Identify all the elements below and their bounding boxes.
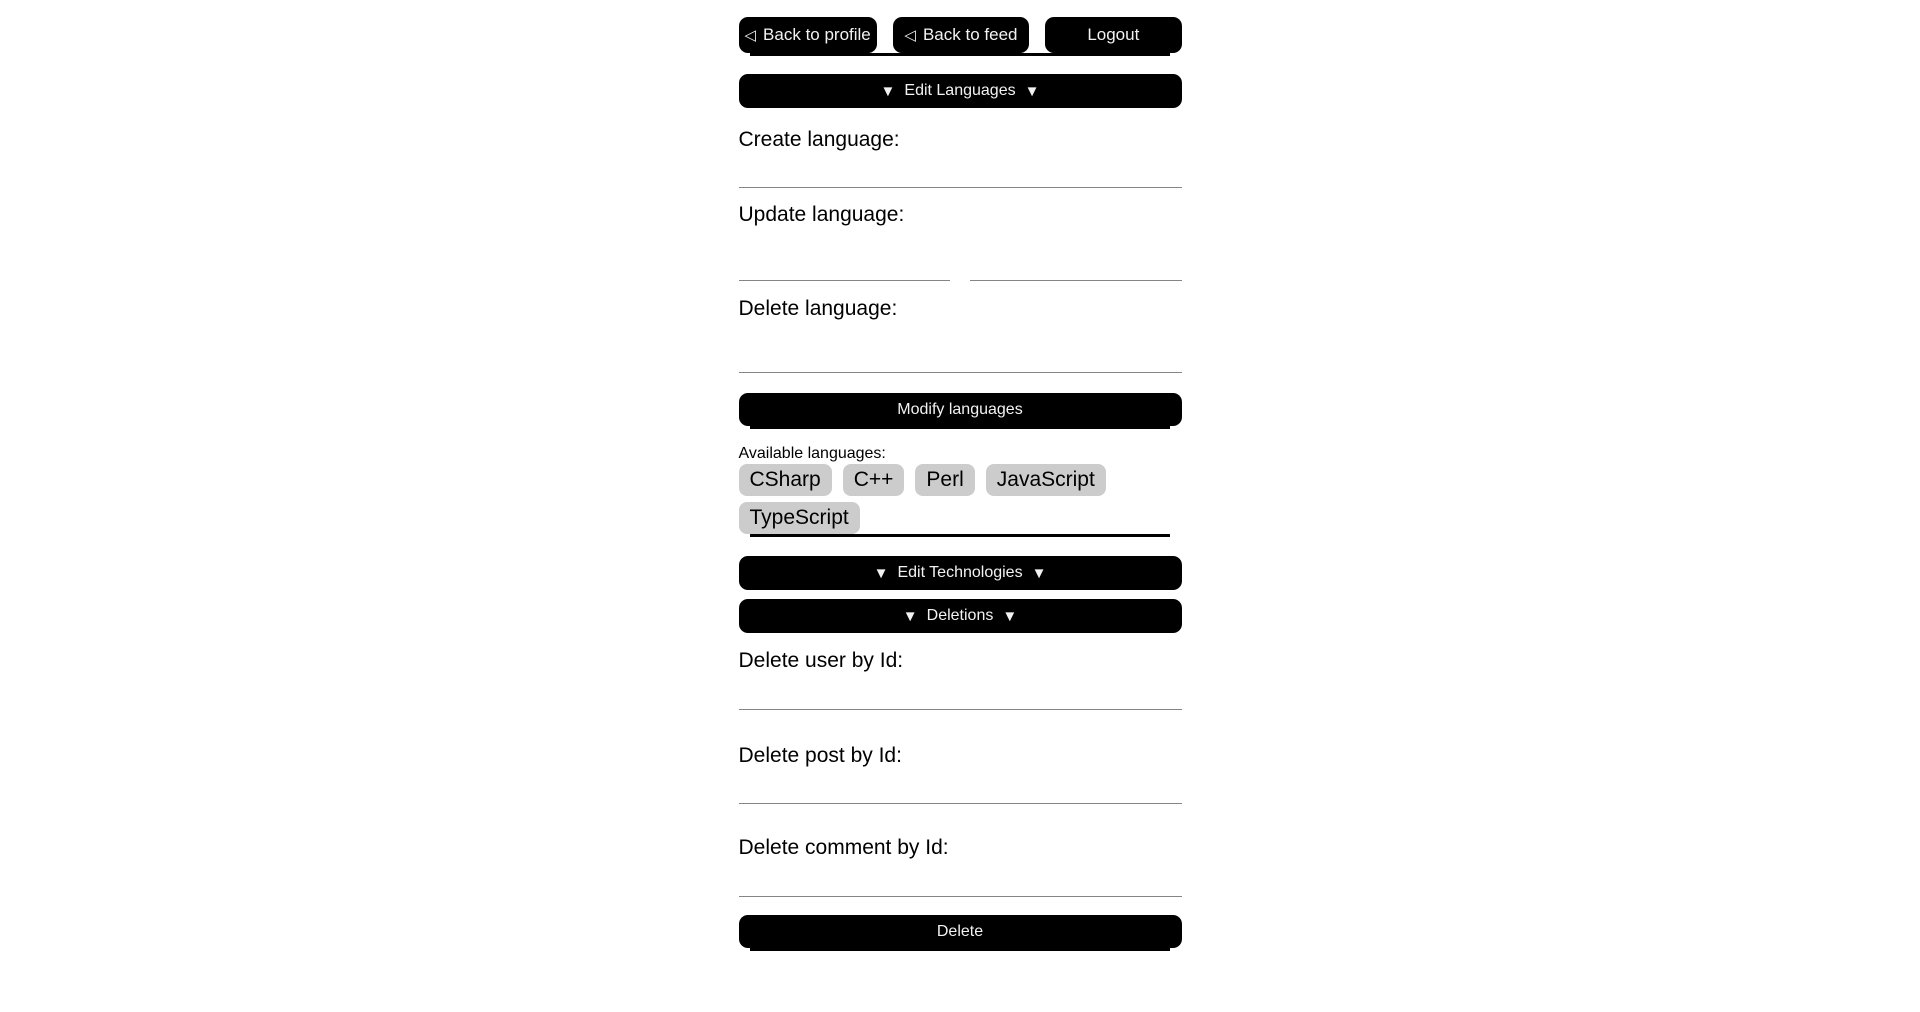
triangle-down-icon: ▼ (873, 564, 889, 582)
triangle-down-icon: ▼ (1002, 607, 1018, 625)
modify-languages-button[interactable] (739, 393, 1182, 426)
deletions-toggle-label: Deletions (926, 607, 994, 624)
delete-comment-label: Delete comment by Id: (738, 836, 949, 859)
back-to-profile-label: Back to profile (763, 25, 871, 44)
header-nav (739, 17, 1182, 53)
edit-technologies-toggle-label: Edit Technologies (897, 564, 1023, 581)
delete-button[interactable] (739, 915, 1182, 948)
triangle-down-icon: ▼ (902, 607, 918, 625)
delete-comment-input[interactable] (739, 861, 1182, 897)
language-tag: TypeScript (739, 502, 860, 534)
delete-post-input[interactable] (739, 768, 1182, 804)
admin-panel-column (739, 0, 1182, 951)
back-triangle-icon: ◁ (744, 26, 757, 44)
delete-user-label: Delete user by Id: (738, 649, 904, 672)
edit-languages-toggle[interactable] (739, 74, 1182, 108)
edit-technologies-toggle[interactable] (739, 556, 1182, 590)
deletions-toggle[interactable] (739, 599, 1182, 633)
delete-language-label: Delete language: (738, 297, 898, 320)
create-language-label: Create language: (738, 128, 900, 151)
delete-user-input[interactable] (739, 674, 1182, 710)
language-tag: C++ (843, 464, 905, 496)
back-triangle-icon: ◁ (904, 26, 916, 44)
triangle-down-icon: ▼ (880, 82, 896, 100)
section-divider (750, 53, 1170, 56)
triangle-down-icon: ▼ (1031, 564, 1047, 582)
logout-button[interactable] (1045, 17, 1181, 53)
modify-languages-label: Modify languages (897, 400, 1023, 418)
section-divider (750, 534, 1170, 537)
back-to-feed-label: Back to feed (922, 25, 1018, 44)
available-languages-list (739, 464, 1182, 534)
delete-post-label: Delete post by Id: (738, 744, 902, 767)
logout-label: Logout (1087, 25, 1140, 44)
delete-language-input[interactable] (739, 337, 1182, 373)
delete-button-label: Delete (936, 922, 984, 940)
language-tag: Perl (915, 464, 974, 496)
back-to-feed-button[interactable] (893, 17, 1029, 53)
language-tag: JavaScript (986, 464, 1106, 496)
section-divider (750, 426, 1170, 429)
back-to-profile-button[interactable] (739, 17, 877, 53)
update-language-inputs (739, 245, 1182, 281)
triangle-down-icon: ▼ (1024, 82, 1040, 100)
update-language-new-input[interactable] (970, 245, 1182, 281)
available-languages-label: Available languages: (738, 445, 886, 462)
section-divider (750, 948, 1170, 951)
edit-languages-toggle-label: Edit Languages (904, 82, 1016, 99)
update-language-old-input[interactable] (739, 245, 951, 281)
create-language-input[interactable] (739, 152, 1182, 188)
update-language-label: Update language: (738, 203, 905, 226)
language-tag: CSharp (739, 464, 832, 496)
